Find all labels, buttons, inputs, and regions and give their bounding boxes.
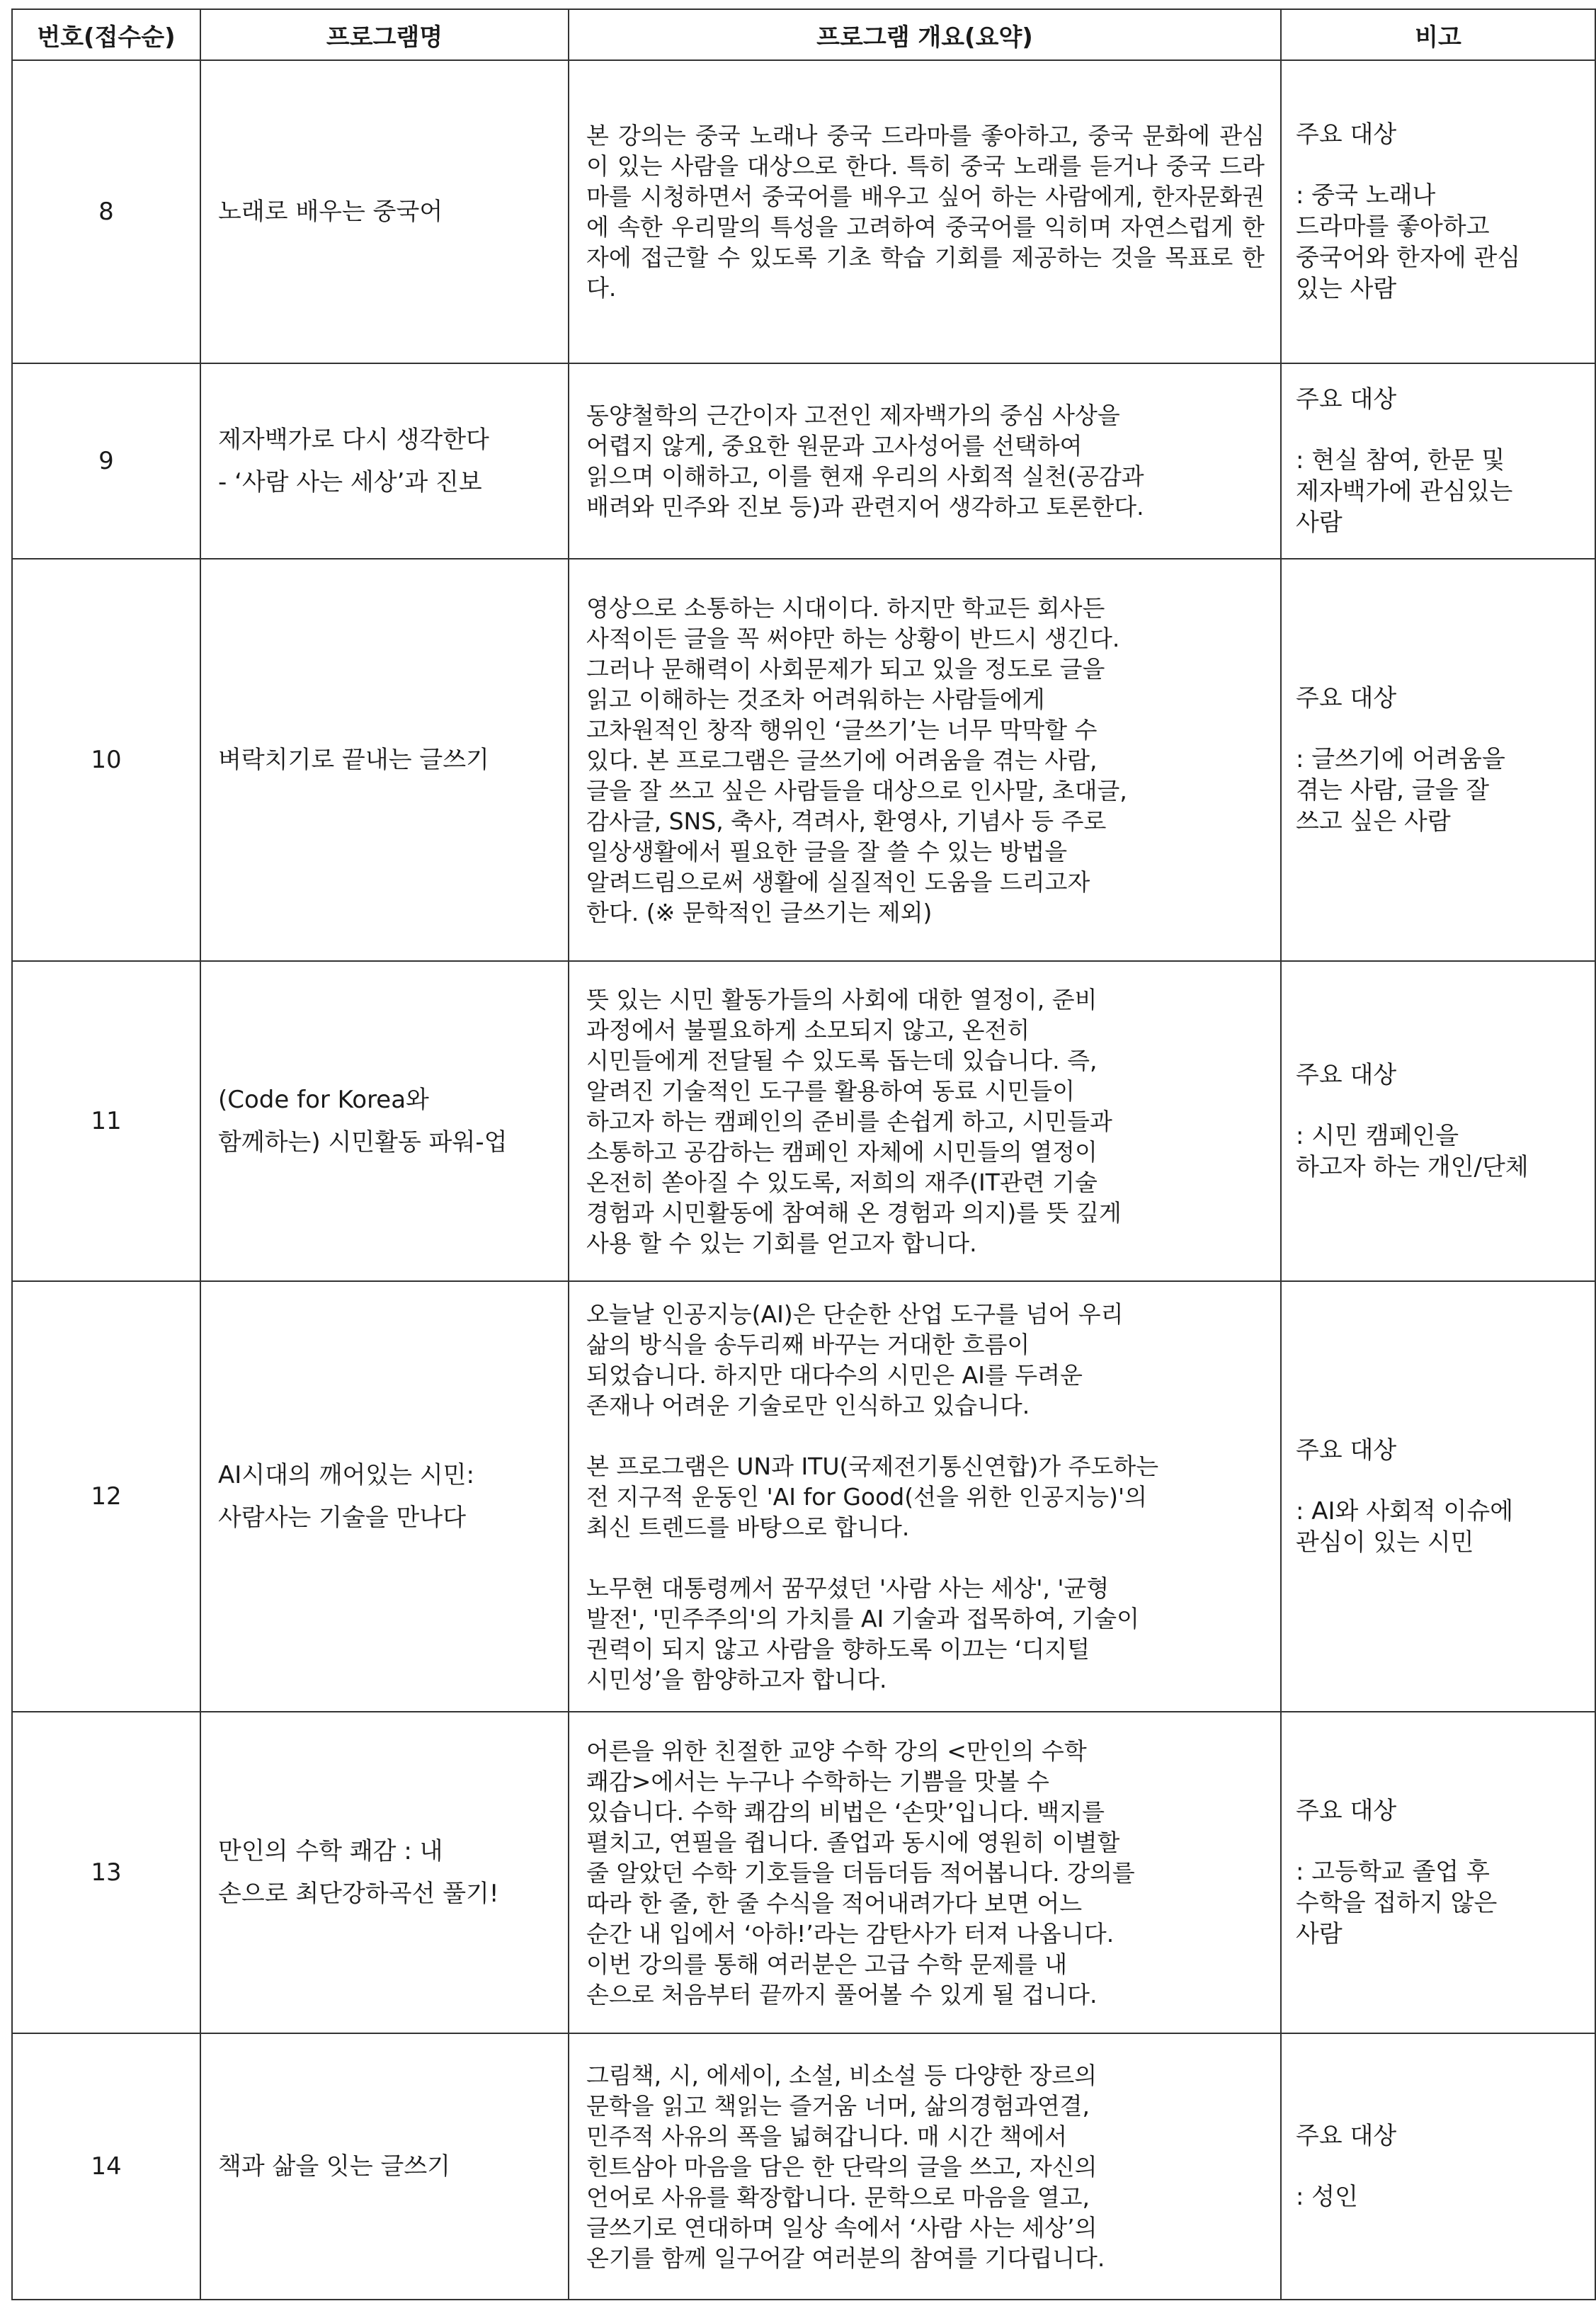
row-number: 8 bbox=[12, 60, 200, 363]
program-note bbox=[1281, 363, 1595, 559]
note-target-text: : AI와 사회적 이슈에 관심이 있는 시민 bbox=[1296, 1497, 1514, 1557]
program-note bbox=[1281, 961, 1595, 1281]
table-row bbox=[12, 559, 1595, 961]
row-number: 12 bbox=[12, 1281, 200, 1712]
row-number: 9 bbox=[12, 363, 200, 559]
program-name: 벼락치기로 끝내는 글쓰기 bbox=[200, 559, 569, 961]
program-summary: 뜻 있는 시민 활동가들의 사회에 대한 열정이, 준비 과정에서 불필요하게 소모되지 않고, 온전히 시민들에게 전달될 수 있도록 돕는데 있습니다. 즉, 알려진 기술적인 도구를 활용하여 동료 시민들이 하고자 하는 캠페인의 준비를 손쉽게 하고, 시민들과 소통하고 공감하는 캠페인 자체에 시민들의 열정이 온전히 쏟아질 수 있도록, 저희의 재주(IT관련 기술 경험과 시민활동에 참여해 온 경험과 의지)를 뜻 깊게 사용 할 수 있는 기회를 얻고자 합니다. bbox=[569, 961, 1281, 1281]
note-target-label: 주요 대상 bbox=[1296, 1436, 1397, 1465]
table-row bbox=[12, 1712, 1595, 2033]
program-note bbox=[1281, 1712, 1595, 2033]
note-target-text: : 성인 bbox=[1296, 2183, 1358, 2211]
note-target-label: 주요 대상 bbox=[1296, 684, 1397, 712]
note-target-label: 주요 대상 bbox=[1296, 120, 1397, 149]
program-summary: 동양철학의 근간이자 고전인 제자백가의 중심 사상을 어렵지 않게, 중요한 원문과 고사성어를 선택하여 읽으며 이해하고, 이를 현재 우리의 사회적 실천(공감과 배려와 민주와 진보 등)과 관련지어 생각하고 토론한다. bbox=[569, 363, 1281, 559]
note-target-label: 주요 대상 bbox=[1296, 385, 1397, 414]
note-target-label: 주요 대상 bbox=[1296, 1797, 1397, 1825]
program-name: 제자백가로 다시 생각한다 - ‘사람 사는 세상’과 진보 bbox=[200, 363, 569, 559]
note-target-label: 주요 대상 bbox=[1296, 1061, 1397, 1089]
row-number: 11 bbox=[12, 961, 200, 1281]
program-name: 만인의 수학 쾌감 : 내 손으로 최단강하곡선 풀기! bbox=[200, 1712, 569, 2033]
program-name: (Code for Korea와 함께하는) 시민활동 파워-업 bbox=[200, 961, 569, 1281]
row-number: 14 bbox=[12, 2033, 200, 2300]
table-row bbox=[12, 1281, 1595, 1712]
table-row bbox=[12, 2033, 1595, 2300]
program-table bbox=[11, 8, 1596, 2300]
program-summary: 그림책, 시, 에세이, 소설, 비소설 등 다양한 장르의 문학을 읽고 책읽는 즐거움 너머, 삶의경험과연결, 민주적 사유의 폭을 넓혀갑니다. 매 시간 책에서 힌트삼아 마음을 담은 한 단락의 글을 쓰고, 자신의 언어로 사유를 확장합니다. 문학으로 마음을 열고, 글쓰기로 연대하며 일상 속에서 ‘사람 사는 세상’의 온기를 함께 일구어갈 여러분의 참여를 기다립니다. bbox=[569, 2033, 1281, 2300]
note-target-text: : 중국 노래나 드라마를 좋아하고 중국어와 한자에 관심 있는 사람 bbox=[1296, 181, 1521, 303]
program-name: AI시대의 깨어있는 시민: 사람사는 기술을 만나다 bbox=[200, 1281, 569, 1712]
program-note bbox=[1281, 60, 1595, 363]
program-note bbox=[1281, 559, 1595, 961]
program-summary: 어른을 위한 친절한 교양 수학 강의 <만인의 수학 쾌감>에서는 누구나 수학하는 기쁨을 맛볼 수 있습니다. 수학 쾌감의 비법은 ‘손맛’입니다. 백지를 펼치고, 연필을 쥡니다. 졸업과 동시에 영원히 이별할 줄 알았던 수학 기호들을 더듬더듬 적어봅니다. 강의를 따라 한 줄, 한 줄 수식을 적어내려가다 보면 어느 순간 내 입에서 ‘아하!’라는 감탄사가 터져 나옵니다. 이번 강의를 통해 여러분은 고급 수학 문제를 내 손으로 처음부터 끝까지 풀어볼 수 있게 될 겁니다. bbox=[569, 1712, 1281, 2033]
note-target-text: : 글쓰기에 어려움을 겪는 사람, 글을 잘 쓰고 싶은 사람 bbox=[1296, 745, 1505, 836]
note-target-text: : 현실 참여, 한문 및 제자백가에 관심있는 사람 bbox=[1296, 446, 1513, 537]
program-name: 책과 삶을 잇는 글쓰기 bbox=[200, 2033, 569, 2300]
note-target-text: : 시민 캠페인을 하고자 하는 개인/단체 bbox=[1296, 1122, 1529, 1181]
program-summary: 본 강의는 중국 노래나 중국 드라마를 좋아하고, 중국 문화에 관심이 있는 사람을 대상으로 한다. 특히 중국 노래를 듣거나 중국 드라마를 시청하면서 중국어를 배우고 싶어 하는 사람에게, 한자문화권에 속한 우리말의 특성을 고려하여 중국어를 익히며 자연스럽게 한자에 접근할 수 있도록 기초 학습 기회를 제공하는 것을 목표로 한다. bbox=[569, 60, 1281, 363]
table-row bbox=[12, 961, 1595, 1281]
header-row bbox=[12, 9, 1595, 60]
program-note bbox=[1281, 2033, 1595, 2300]
header-num: 번호(접수순) bbox=[12, 9, 200, 60]
program-name: 노래로 배우는 중국어 bbox=[200, 60, 569, 363]
program-note bbox=[1281, 1281, 1595, 1712]
note-target-label: 주요 대상 bbox=[1296, 2122, 1397, 2150]
program-summary: 영상으로 소통하는 시대이다. 하지만 학교든 회사든 사적이든 글을 꼭 써야만 하는 상황이 반드시 생긴다. 그러나 문해력이 사회문제가 되고 있을 정도로 글을 읽고 이해하는 것조차 어려워하는 사람들에게 고차원적인 창작 행위인 ‘글쓰기’는 너무 막막할 수 있다. 본 프로그램은 글쓰기에 어려움을 겪는 사람, 글을 잘 쓰고 싶은 사람들을 대상으로 인사말, 초대글, 감사글, SNS, 축사, 격려사, 환영사, 기념사 등 주로 일상생활에서 필요한 글을 잘 쓸 수 있는 방법을 알려드림으로써 생활에 실질적인 도움을 드리고자 한다. (※ 문학적인 글쓰기는 제외) bbox=[569, 559, 1281, 961]
row-number: 13 bbox=[12, 1712, 200, 2033]
table-row bbox=[12, 60, 1595, 363]
header-summary: 프로그램 개요(요약) bbox=[569, 9, 1281, 60]
table-row bbox=[12, 363, 1595, 559]
program-summary: 오늘날 인공지능(AI)은 단순한 산업 도구를 넘어 우리 삶의 방식을 송두리째 바꾸는 거대한 흐름이 되었습니다. 하지만 대다수의 시민은 AI를 두려운 존재나 어려운 기술로만 인식하고 있습니다. 본 프로그램은 UN과 ITU(국제전기통신연합)가 주도하는 전 지구적 운동인 'AI for Good(선을 위한 인공지능)'의 최신 트렌드를 바탕으로 합니다. 노무현 대통령께서 꿈꾸셨던 '사람 사는 세상', '균형 발전', '민주주의'의 가치를 AI 기술과 접목하여, 기술이 권력이 되지 않고 사람을 향하도록 이끄는 ‘디지털 시민성’을 함양하고자 합니다. bbox=[569, 1281, 1281, 1712]
row-number: 10 bbox=[12, 559, 200, 961]
header-name: 프로그램명 bbox=[200, 9, 569, 60]
header-note: 비고 bbox=[1281, 9, 1595, 60]
note-target-text: : 고등학교 졸업 후 수학을 접하지 않은 사람 bbox=[1296, 1858, 1498, 1948]
